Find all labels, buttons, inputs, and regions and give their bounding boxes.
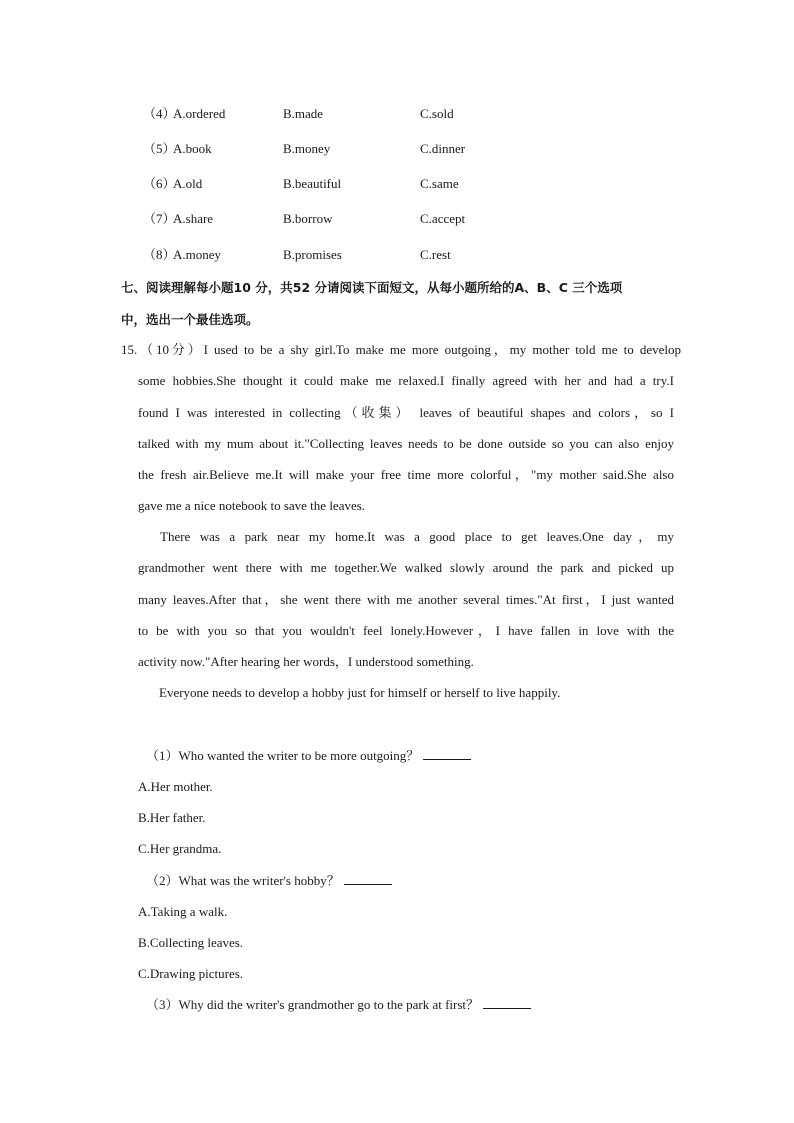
option-number: （6）: [143, 176, 176, 191]
passage-line: found I was interested in collecting（收集） leaves of beautiful shapes and colors，so I: [138, 405, 674, 420]
option-b: B.borrow: [283, 211, 333, 226]
option-c: C.rest: [420, 247, 451, 262]
option-number: （7）: [143, 211, 176, 226]
option-number: （8）: [143, 247, 176, 262]
option-c: C.dinner: [420, 141, 466, 156]
choice-a[interactable]: A.Taking a walk.: [138, 904, 228, 919]
option-b: B.made: [283, 106, 324, 121]
choice-b[interactable]: B.Her father.: [138, 810, 206, 825]
passage-line: the fresh air.Believe me.It will make your free time more colorful，"my mother said.She also: [138, 467, 674, 482]
sub-question-stem: （2）What was the writer's hobby？: [146, 873, 340, 888]
passage-line: some hobbies.She thought it could make me relaxed.I finally agreed with her and had a try.I: [138, 373, 674, 388]
option-c: C.same: [420, 176, 459, 191]
sub-question-stem: （3）Why did the writer's grandmother go to the park at first？: [146, 997, 480, 1012]
sub-question-2: [146, 871, 392, 891]
question-15-head: 15.（10分）I used to be a shy girl.To make me more outgoing，my mother told me to develop: [121, 342, 681, 357]
passage-line: gave me a nice notebook to save the leaves.: [138, 498, 366, 513]
passage-line: to be with you so that you wouldn't feel lonely.However，I have fallen in love with the: [138, 623, 674, 638]
choice-a[interactable]: A.Her mother.: [138, 779, 213, 794]
passage-line: many leaves.After that，she went there with me another several times."At first，I just wanted: [138, 592, 674, 607]
sub-question-3: [146, 995, 531, 1015]
passage-line: activity now."After hearing her words，I understood something.: [138, 654, 474, 669]
option-a: A.money: [173, 247, 222, 262]
option-b: B.money: [283, 141, 331, 156]
option-a: A.old: [173, 176, 203, 191]
choice-c[interactable]: C.Drawing pictures.: [138, 966, 244, 981]
sub-question-1: [146, 746, 471, 766]
choice-c[interactable]: C.Her grandma.: [138, 841, 222, 856]
option-a: A.ordered: [173, 106, 226, 121]
sub-question-stem: （1）Who wanted the writer to be more outgoing？: [146, 748, 420, 763]
passage-line: Everyone needs to develop a hobby just for himself or herself to live happily.: [159, 685, 561, 700]
option-c: C.accept: [420, 211, 466, 226]
option-number: （4）: [143, 106, 176, 121]
passage-line: talked with my mum about it."Collecting leaves needs to be done outside so you can also enjoy: [138, 436, 674, 451]
option-c: C.sold: [420, 106, 454, 121]
answer-blank[interactable]: [344, 872, 392, 885]
choice-b[interactable]: B.Collecting leaves.: [138, 935, 244, 950]
section-title-line-1: 七、阅读理解每小题10 分，共52 分请阅读下面短文，从每小题所给的A、B、C 三个选项: [121, 280, 623, 295]
answer-blank[interactable]: [423, 747, 471, 760]
option-number: （5）: [143, 141, 176, 156]
option-b: B.promises: [283, 247, 342, 262]
section-title-line-2: 中，选出一个最佳选项。: [121, 312, 259, 327]
option-a: A.share: [173, 211, 214, 226]
passage-line: grandmother went there with me together.We walked slowly around the park and picked up: [138, 560, 674, 575]
answer-blank[interactable]: [483, 996, 531, 1009]
option-a: A.book: [173, 141, 212, 156]
option-b: B.beautiful: [283, 176, 342, 191]
passage-line: There was a park near my home.It was a good place to get leaves.One day，my: [160, 529, 674, 544]
